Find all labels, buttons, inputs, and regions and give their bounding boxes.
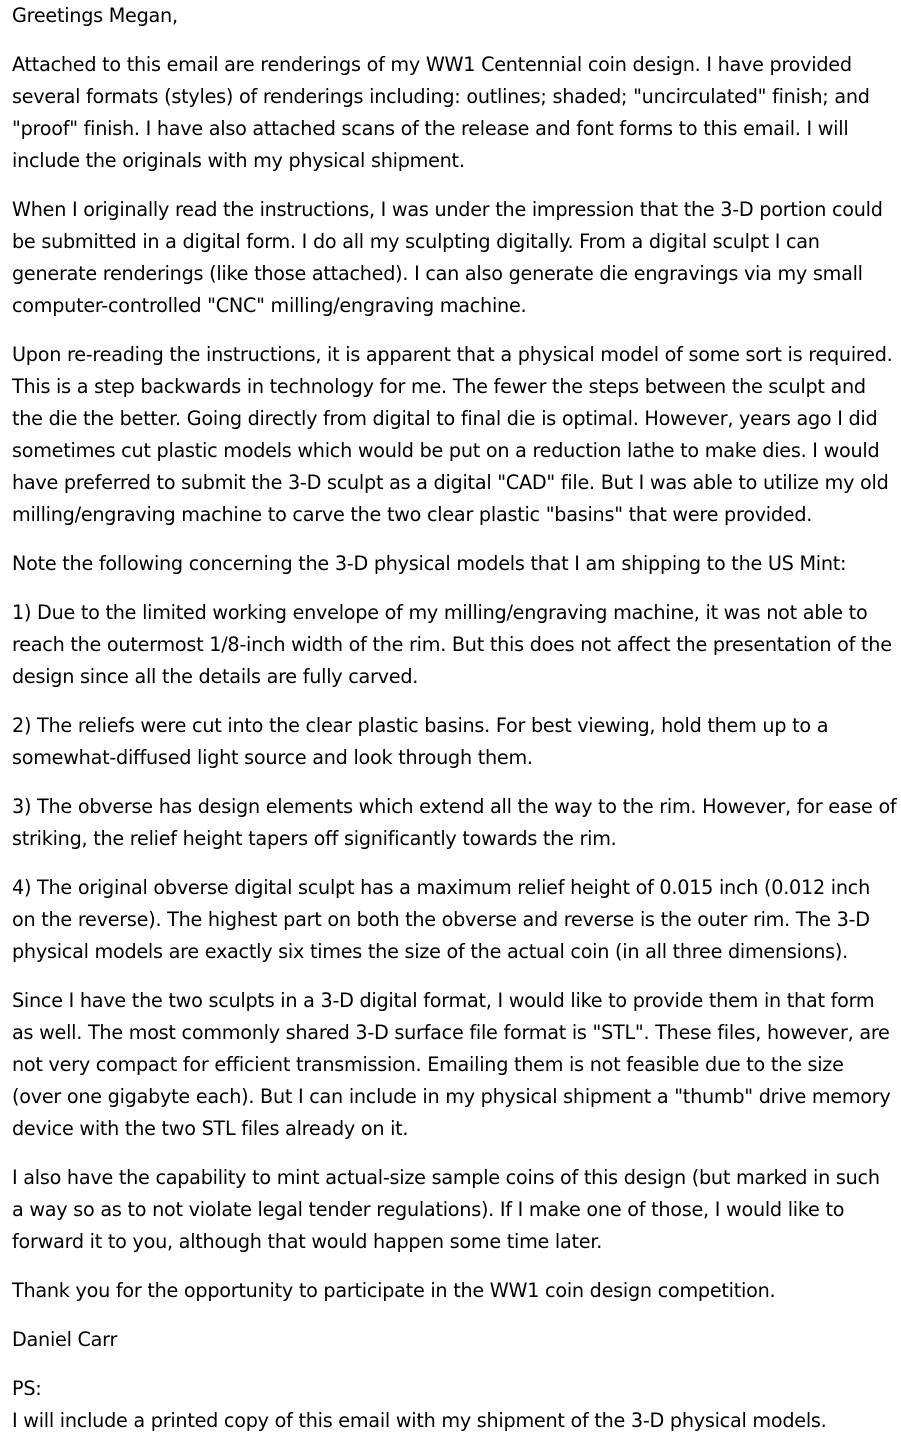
email-paragraph-attachments: Attached to this email are renderings of my WW1 Centennial coin design. I have provided several formats (styles) of renderings including: outlines; shaded; "uncirculated" finish; and "proof" finish. I have also attached scans of the release and font forms to this email. I will include the originals with my physical shipment. — [12, 53, 870, 172]
email-postscript — [12, 1373, 897, 1437]
email-paragraph-sample-coins: I also have the capability to mint actual-size sample coins of this design (but marked in such a way so as to not violate legal tender regulations). If I make one of those, I would like to forward it to you, although that would happen some time later. — [12, 1166, 880, 1253]
email-note-item-2: 2) The reliefs were cut into the clear plastic basins. For best viewing, hold them up to a somewhat-diffused light source and look through them. — [12, 714, 829, 769]
email-paragraph-note-intro: Note the following concerning the 3-D physical models that I am shipping to the US Mint: — [12, 552, 847, 575]
email-note-item-3: 3) The obverse has design elements which extend all the way to the rim. However, for ease of striking, the relief height tapers off significantly towards the rim. — [12, 795, 897, 850]
email-signature: Daniel Carr — [12, 1328, 118, 1351]
email-note-item-4: 4) The original obverse digital sculpt has a maximum relief height of 0.015 inch (0.012 inch on the reverse). The highest part on both the obverse and reverse is the outer rim. The 3-D physical models are exactly six times the size of the actual coin (in all three dimensions). — [12, 876, 870, 963]
email-greeting: Greetings Megan, — [12, 4, 178, 27]
email-body — [12, 0, 897, 1437]
email-paragraph-physical-model: Upon re-reading the instructions, it is apparent that a physical model of some sort is required. This is a step backwards in technology for me. The fewer the steps between the sculpt and the die the better. Going directly from digital to final die is optimal. However, years ago I did sometimes cut plastic models which would be put on a reduction lathe to make dies. I would have preferred to submit the 3-D sculpt as a digital "CAD" file. But I was able to utilize my old milling/engraving machine to carve the two clear plastic "basins" that were provided. — [12, 343, 893, 526]
email-ps-text: I will include a printed copy of this email with my shipment of the 3-D physical models. — [12, 1409, 827, 1432]
email-paragraph-thanks: Thank you for the opportunity to participate in the WW1 coin design competition. — [12, 1279, 776, 1302]
email-paragraph-stl-files: Since I have the two sculpts in a 3-D digital format, I would like to provide them in that form as well. The most commonly shared 3-D surface file format is "STL". These files, however, are not very compact for efficient transmission. Emailing them is not feasible due to the size (over one gigabyte each). But I can include in my physical shipment a "thumb" drive memory device with the two STL files already on it. — [12, 989, 891, 1140]
email-note-item-1: 1) Due to the limited working envelope of my milling/engraving machine, it was not able to reach the outermost 1/8-inch width of the rim. But this does not affect the presentation of the design since all the details are fully carved. — [12, 601, 892, 688]
email-paragraph-digital-form: When I originally read the instructions, I was under the impression that the 3-D portion could be submitted in a digital form. I do all my sculpting digitally. From a digital sculpt I can generate renderings (like those attached). I can also generate die engravings via my small computer-controlled "CNC" milling/engraving machine. — [12, 198, 883, 317]
email-ps-label: PS: — [12, 1377, 42, 1400]
